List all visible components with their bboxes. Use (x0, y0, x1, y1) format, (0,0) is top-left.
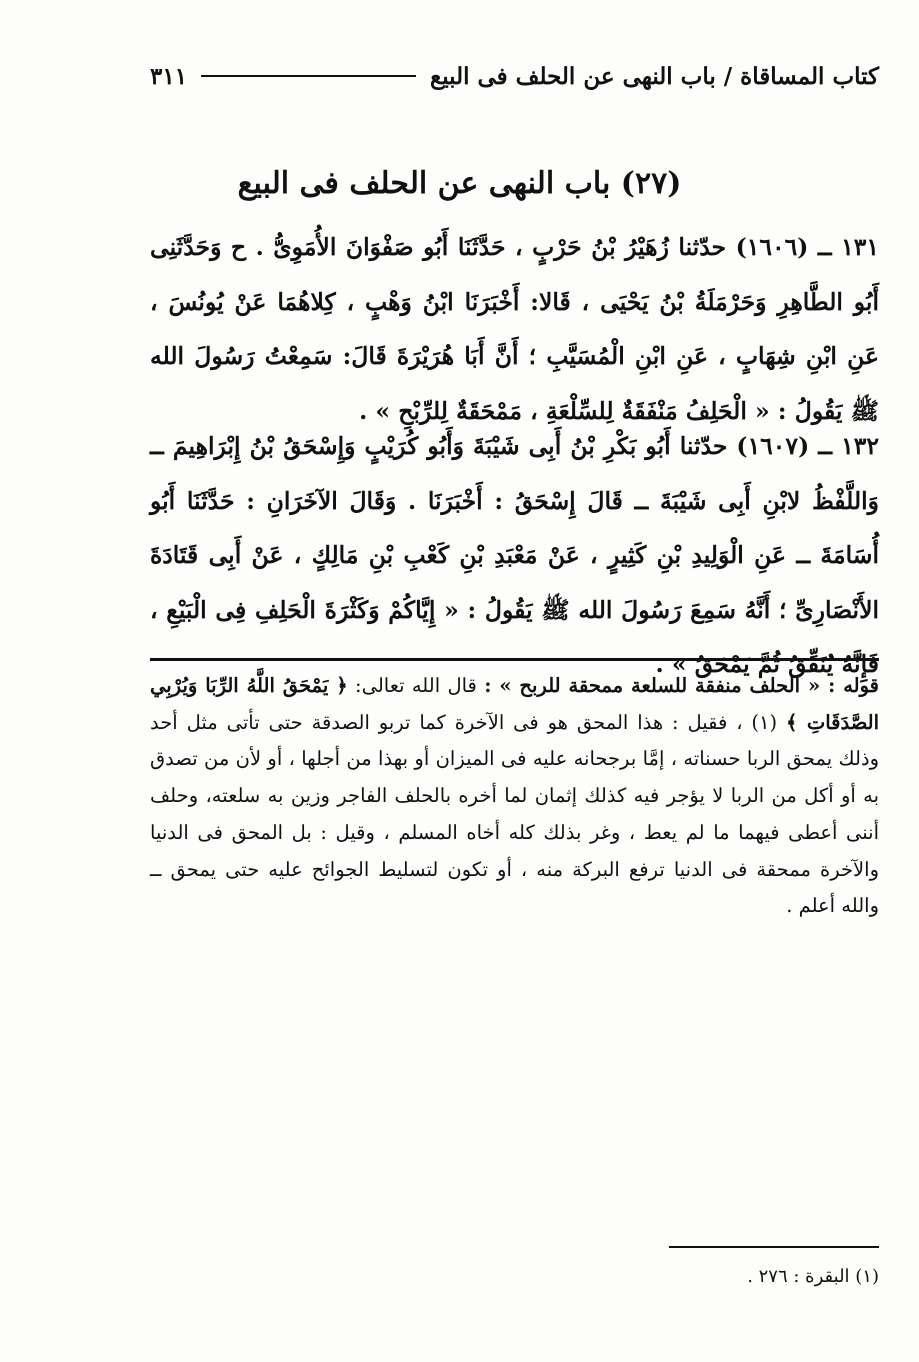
page-number: ٣١١ (150, 62, 188, 90)
chapter-title: (٢٧) باب النهى عن الحلف فى البيع (237, 166, 682, 201)
header-rule (201, 75, 416, 77)
quran-quote: ﴿ يَمْحَقُ اللَّهُ الرِّبَا وَيُرْبِي الصَّدَقَاتِ ﴾ (150, 674, 880, 734)
running-header (150, 56, 879, 96)
running-header-title: كتاب المساقاة / باب النهى عن الحلف فى البيع (429, 62, 879, 90)
hadith-paragraph-131: ١٣١ ــ (١٦٠٦) حدّثنا زُهَيْرُ بْنُ حَرْبٍ ، حَدَّثَنَا أَبُو صَفْوَانَ الأُمَوِىُّ . ح وَحَدَّثَنِى أَبُو الطَّاهِرِ وَحَرْمَلَةُ بْنُ يَحْيَى ، قَالا: أَخْبَرَنَا ابْنُ وَهْبٍ ، كِلاهُمَا عَنْ يُونُسَ ، عَنِ ابْنِ شِهَابٍ ، عَنِ ابْنِ الْمُسَيَّبِ ؛ أَنَّ أَبَا هُرَيْرَةَ قَالَ: سَمِعْتُ رَسُولَ الله ﷺ يَقُولُ : « الْحَلِفُ مَنْفَقَةٌ لِلسِّلْعَةِ ، مَمْحَقَةٌ لِلرِّبْحِ » . (150, 233, 879, 425)
hadith-paragraph-132: ١٣٢ ــ (١٦٠٧) حدّثنا أَبُو بَكْرِ بْنُ أَبِى شَيْبَةَ وَأَبُو كُرَيْبٍ وَإِسْحَقُ بْنُ إِبْرَاهِيمَ ــ وَاللَّفْظُ لابْنِ أَبِى شَيْبَةَ ــ قَالَ إِسْحَقُ : أَخْبَرَنَا . وَقَالَ الآخَرَانِ : حَدَّثَنَا أَبُو أُسَامَةَ ــ عَنِ الْوَلِيدِ بْنِ كَثِيرٍ ، عَنْ مَعْبَدِ بْنِ كَعْبِ بْنِ مَالِكٍ ، عَنْ أَبِى قَتَادَةَ الأَنْصَارِىِّ ؛ أَنَّهُ سَمِعَ رَسُولَ الله ﷺ يَقُولُ : « إِيَّاكُمْ وَكَثْرَةَ الْحَلِفِ فِى الْبَيْعِ ، فَإِنَّهُ يُنَفِّقُ ثُمَّ يَمْحَقُ » . (150, 432, 879, 678)
footnote-divider (669, 1246, 879, 1248)
commentary-intro: قال الله تعالى: (347, 674, 485, 697)
commentary-lead: قوله : « الحلف منفقة للسلعة ممحقة للربح » : (484, 674, 879, 697)
commentary-body: (١) ، فقيل : هذا المحق هو فى الآخرة كما تربو الصدقة حتى تأتى مثل أحد وذلك يمحق الربا حسناته ، إمَّا برجحانه عليه فى الميزان أو بهذا من أجلها ، أو لأن من تصدق به أو أكل من الربا لا يؤجر فيه كذلك إثمان لما أخره بالحلف الفاجر وزين به سلعته، وحلف أننى أعطى فيهما ما لم يعط ، وغر بذلك كله أخاه المسلم ، وقيل : بل المحق فى الدنيا والآخرة ممحقة فى الدنيا ترفع البركة منه ، أو تكون لتسليط الجوائح عليه حتى يمحق ــ والله أعلم . (150, 710, 879, 918)
commentary-divider (150, 658, 879, 661)
commentary-paragraph (150, 668, 879, 925)
footnote: (١) البقرة : ٢٧٦ . (747, 1266, 879, 1287)
